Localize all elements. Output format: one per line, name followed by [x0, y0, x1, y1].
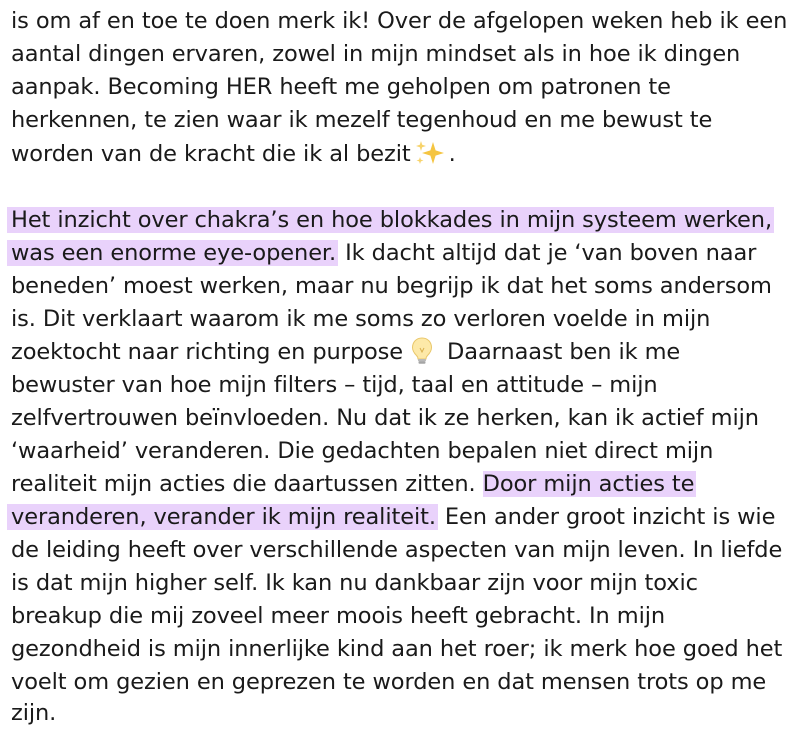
paragraph-2-line-5: [11, 336, 680, 368]
paragraph-2-line-6: bewuster van hoe mijn filters – tijd, taal en attitude – mijn: [11, 372, 658, 398]
paragraph-1-line-4: herkennen, te zien waar ik mezelf tegenhoud en me bewust te: [11, 107, 713, 133]
paragraph-2-line-9-rest: realiteit mijn acties die daartussen zitten.: [11, 471, 483, 497]
paragraph-1-line-1: is om af en toe te doen merk ik! Over de afgelopen weken heb ik een: [11, 8, 788, 34]
paragraph-2-line-14: gezondheid is mijn innerlijke kind aan het roer; ik merk hoe goed het: [11, 636, 783, 662]
paragraph-2-line-13: breakup die mij zoveel meer moois heeft gebracht. In mijn: [11, 603, 666, 629]
highlight-eye-opener: was een enorme eye-opener.: [7, 240, 338, 266]
paragraph-2-line-10-rest: Een ander groot inzicht is wie: [437, 504, 776, 530]
paragraph-2-line-12: is dat mijn higher self. Ik kan nu dankbaar zijn voor mijn toxic: [11, 570, 698, 596]
paragraph-2-line-11: de leiding heeft over verschillende aspecten van mijn leven. In liefde: [11, 537, 783, 563]
paragraph-2-line-4: is. Dit verklaart waarom ik me soms zo verloren voelde in mijn: [11, 306, 711, 332]
highlight-actions: Door mijn acties te: [482, 471, 695, 497]
paragraph-1-line-5-text: worden van de kracht die ik al bezit: [11, 141, 411, 167]
paragraph-2-line-5-end: Daarnaast ben ik me: [447, 339, 681, 365]
paragraph-2-line-10: [11, 501, 775, 533]
paragraph-1-line-3: aanpak. Becoming HER heeft me geholpen om patronen te: [11, 74, 671, 100]
highlight-reality: veranderen, verander ik mijn realiteit.: [7, 504, 438, 530]
paragraph-2-line-2: [11, 237, 756, 269]
sparkles-icon: [413, 139, 447, 167]
paragraph-2-line-3: beneden’ moest werken, maar nu begrijp ik dat het soms andersom: [11, 273, 772, 299]
paragraph-2-line-8: ‘waarheid’ veranderen. Die gedachten bepalen niet direct mijn: [11, 438, 714, 464]
paragraph-1-line-2: aantal dingen ervaren, zowel in mijn mindset als in hoe ik dingen: [11, 41, 741, 67]
paragraph-2-line-9: [11, 468, 696, 500]
paragraph-2-line-5-start: zoektocht naar richting en purpose: [11, 339, 404, 365]
paragraph-2-line-1: [11, 204, 774, 236]
highlight-chakra-insight: Het inzicht over chakra’s en hoe blokkades in mijn systeem werken,: [7, 207, 774, 233]
paragraph-2-line-2-rest: Ik dacht altijd dat je ‘van boven naar: [338, 240, 757, 266]
paragraph-2-line-7: zelfvertrouwen beïnvloeden. Nu dat ik ze herken, kan ik actief mijn: [11, 405, 759, 431]
paragraph-1-line-5: [11, 138, 456, 170]
light-bulb-icon: [409, 336, 435, 366]
paragraph-2-line-16: zijn.: [11, 700, 57, 726]
paragraph-2-line-15: voelt om gezien en geprezen te worden en dat mensen trots op me: [11, 669, 767, 695]
paragraph-1-line-5-end: .: [448, 141, 456, 167]
